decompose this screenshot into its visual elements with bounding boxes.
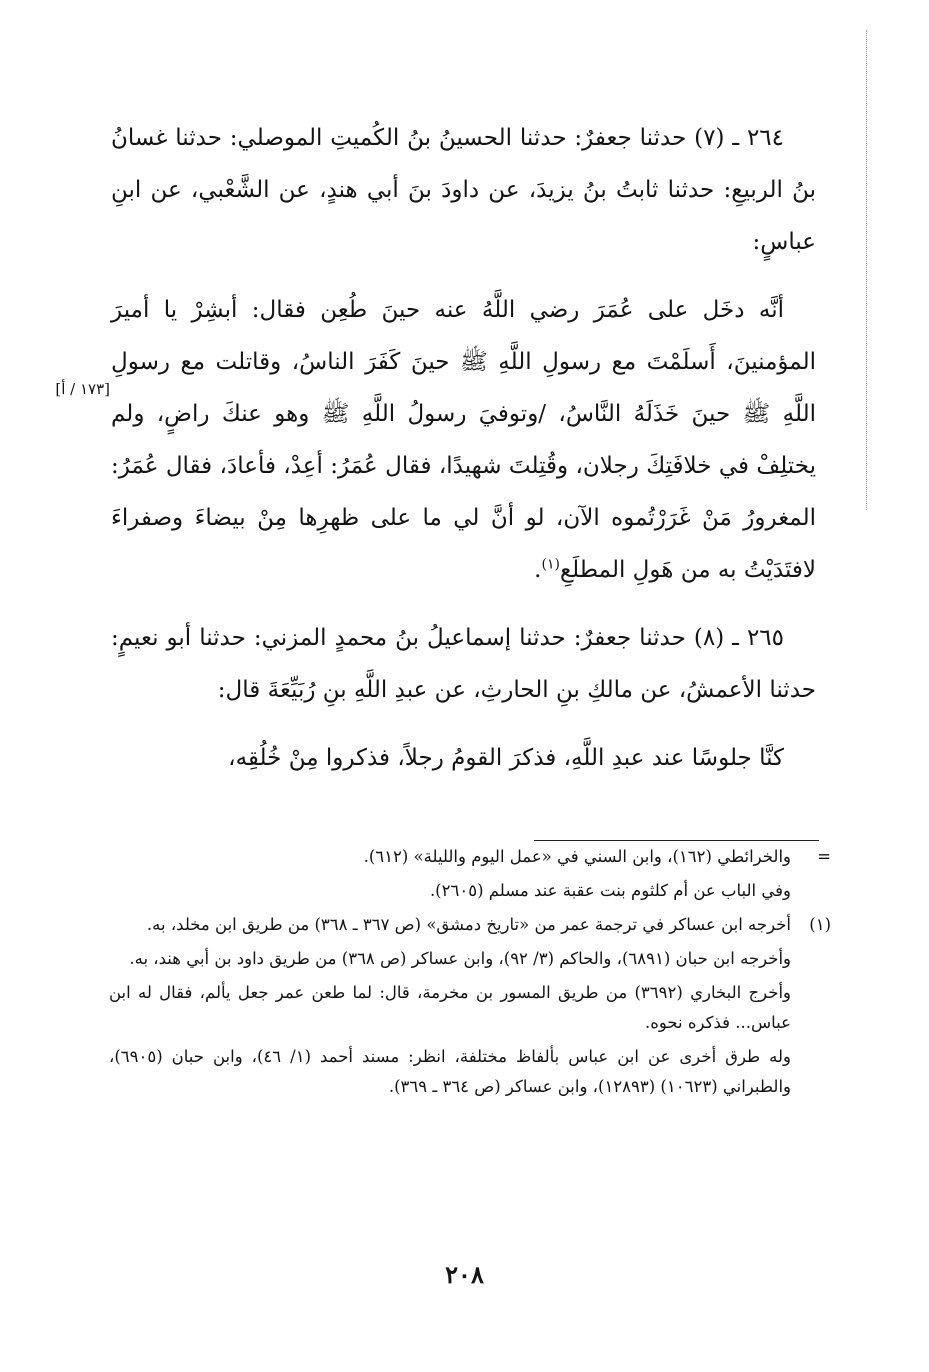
hadith-264-end: . (534, 557, 542, 583)
footnote-1-paragraph-3: وأخرج البخاري (٣٦٩٢) من طريق المسور بن مخرمة، قال: لما طعن عمر جعل يألم، فقال له ابن عباس... فذكره نحوه. (109, 983, 791, 1032)
main-text (111, 112, 816, 784)
footnote-continuation-line-1: والخرائطي (١٦٢)، وابن السني في «عمل اليوم والليلة» (٦١٢). (363, 847, 791, 866)
continuation-marker: = (817, 847, 831, 866)
footnotes (109, 842, 831, 1106)
footnote-1-paragraph-2: وأخرجه ابن حبان (٦٨٩١)، والحاكم (٣/ ٩٢)، وابن عساكر (ص ٣٦٨) من طريق داود بن أبي هند، به. (129, 949, 791, 968)
page-number: ٢٠٨ (445, 1260, 484, 1289)
footnote-separator (534, 840, 819, 841)
footnote-1 (109, 910, 831, 940)
hadith-264-isnad: ٢٦٤ ـ (٧) حدثنا جعفرٌ: حدثنا الحسينُ بنُ الكُميتِ الموصلي: حدثنا غسانُ بنُ الربيعِ: حدثنا ثابتُ بنُ يزيدَ، عن داودَ بنَ أبي هندٍ، عن الشَّعْبي، عن ابنِ عباسٍ: (111, 125, 816, 255)
footnote-1-marker: (١) (809, 915, 831, 934)
margin-dotted-rule (866, 30, 867, 510)
footnote-ref-1[interactable]: (١) (541, 556, 560, 573)
footnote-1-paragraph-4: وله طرق أخرى عن ابن عباس بألفاظ مختلفة، انظر: مسند أحمد (١/ ٤٦)، وابن حبان (٦٩٠٥)، والطبراني (١٠٦٢٣) (١٢٨٩٣)، وابن عساكر (ص ٣٦٤ ـ ٣٦٩). (109, 1047, 792, 1096)
footnote-continuation-line-2: وفي الباب عن أم كلثوم بنت عقبة عند مسلم (٢٦٠٥). (429, 881, 791, 900)
footnote-continuation (109, 842, 831, 872)
footnote-1-paragraph-1: أخرجه ابن عساكر في ترجمة عمر من «تاريخ دمشق» (ص ٣٦٧ ـ ٣٦٨) من طريق ابن مخلد، به. (146, 915, 791, 934)
hadith-264-matn (111, 284, 816, 596)
manuscript-folio-note: [١٧٣ / أ] (55, 380, 110, 398)
hadith-264-matn-text: أنَّه دخَل على عُمَرَ رضي اللَّهُ عنه حينَ طُعِن فقال: أبشِرْ يا أميرَ المؤمنينَ، أَسلَمْتَ مع رسولِ اللَّهِ ﷺ حينَ كَفَرَ الناسُ، وقاتلت مع رسولِ اللَّهِ ﷺ حينَ خَذَلَهُ النَّاسُ، /وتوفيَ رسولُ اللَّهِ ﷺ وهو عنكَ راضٍ، ولم يختلِفْ في خلافَتِكَ رجلان، وقُتِلتَ شهيدًا، فقال عُمَرُ: أعِدْ، فأعادَ، فقال عُمَرُ: المغرورُ مَنْ غَرَرْتُموه الآن، لو أنَّ لي ما على ظهرِها مِنْ بيضاءَ وصفراءَ لافتَدَيْتُ به من هَولِ المطلَعِ (111, 297, 816, 583)
hadith-265-isnad: ٢٦٥ ـ (٨) حدثنا جعفرٌ: حدثنا إسماعيلُ بنُ محمدٍ المزني: حدثنا أبو نعيمٍ: حدثنا الأعمشُ، عن مالكِ بنِ الحارثِ، عن عبدِ اللَّهِ بنِ رُبَيِّعَةَ قال: (111, 625, 816, 703)
hadith-265-matn: كنَّا جلوسًا عند عبدِ اللَّهِ، فذكرَ القومُ رجلاً، فذكروا مِنْ خُلُقِه، (228, 745, 784, 771)
